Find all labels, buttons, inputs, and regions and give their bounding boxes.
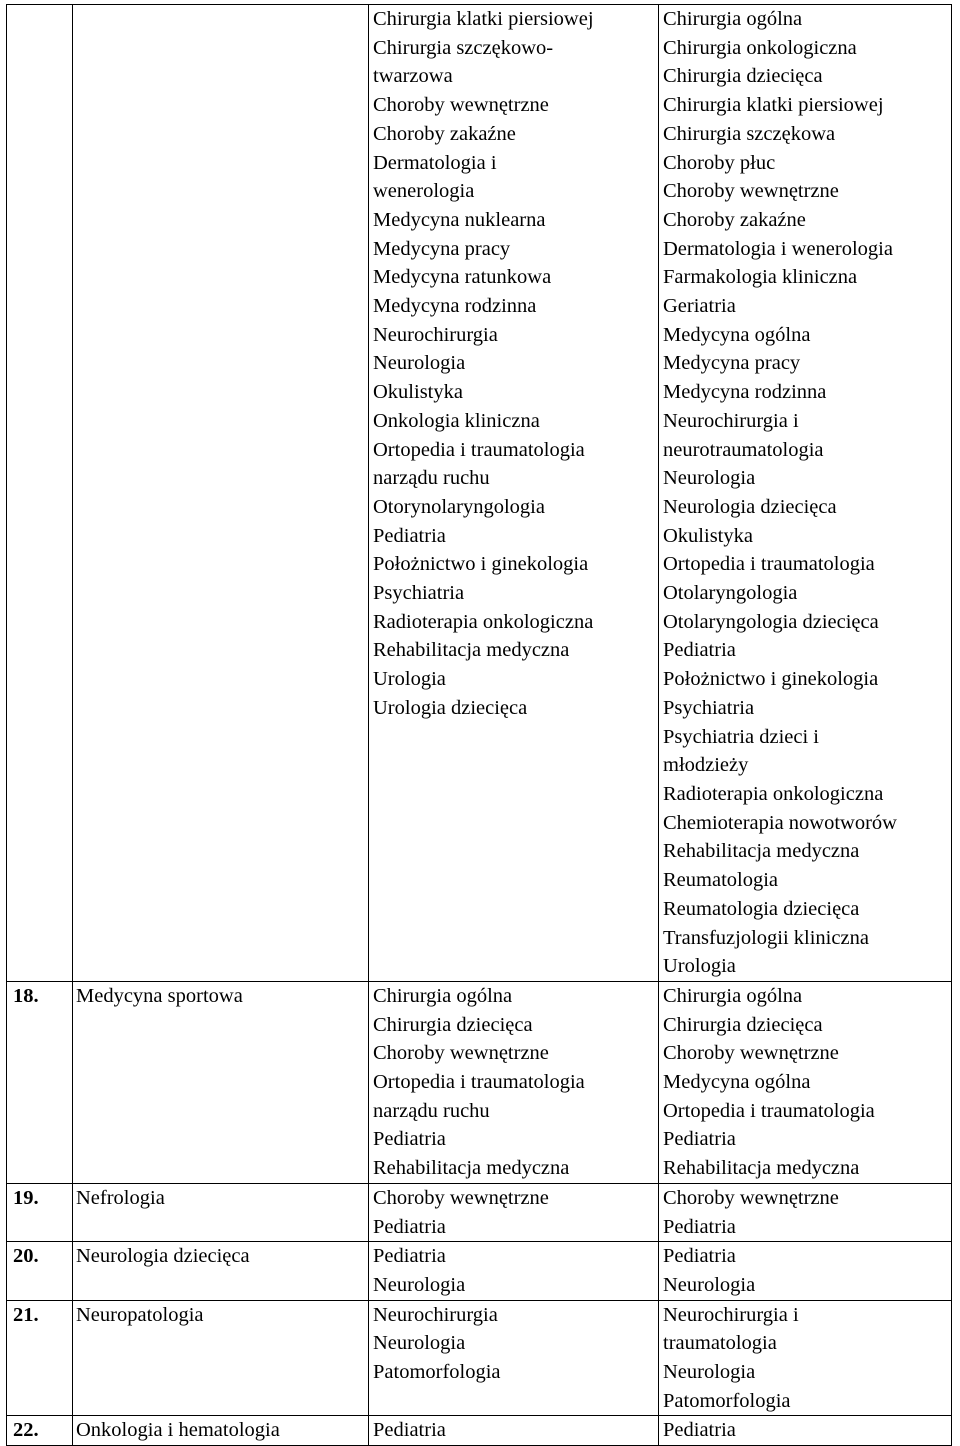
specialization-item: Chirurgia ogólna [663,984,803,1007]
specialization-item: Otorynolaryngologia [373,495,545,518]
specialization-item: Dermatologia i wenerologia [663,237,893,260]
specialization-item: Radioterapia onkologiczna [373,610,594,633]
specialization-item: Neurologia [663,467,756,490]
specialization-item: Okulistyka [373,381,463,404]
required-specializations-cell [369,1183,659,1241]
specialization-name: Onkologia i hematologia [73,1416,369,1446]
specialization-item: Dermatologia i [373,151,497,174]
specialization-item: Choroby wewnętrzne [373,1042,549,1065]
specialization-name: Nefrologia [73,1183,369,1241]
specialization-item: Pediatria [663,1419,736,1442]
table-row [7,1416,952,1446]
recognized-specializations-cell [659,1416,952,1446]
table-row [7,1183,952,1241]
specialization-item: Neurochirurgia [373,1303,498,1326]
recognized-specializations-cell [659,5,952,982]
specialization-item: Psychiatria [373,582,465,605]
specialization-item: Choroby płuc [663,151,776,174]
specialization-item: Neurologia [373,1273,466,1296]
required-specializations-cell [369,981,659,1183]
row-number [7,5,73,982]
specialization-item: Położnictwo i ginekologia [373,553,589,576]
row-number: 22. [7,1416,73,1446]
specialization-item: Patomorfologia [663,1389,791,1412]
specialization-item: Rehabilitacja medyczna [663,840,860,863]
specialization-item: Medycyna rodzinna [373,295,537,318]
specialization-item: Chemioterapia nowotworów [663,811,897,834]
row-number: 19. [7,1183,73,1241]
specialization-item: Chirurgia ogólna [373,984,513,1007]
specialization-item: Neurologia [373,352,466,375]
specialization-item: Chirurgia ogólna [663,8,803,30]
specialization-item: Chirurgia dziecięca [663,65,823,88]
specialization-item: twarzowa [373,65,453,88]
specialization-item: Neurologia [663,1273,756,1296]
specialization-item: Psychiatria dzieci i [663,725,819,748]
specialization-item: Rehabilitacja medyczna [373,639,570,662]
specialization-item: Onkologia kliniczna [373,409,540,432]
specialization-item: Medycyna rodzinna [663,381,827,404]
specialization-item: Pediatria [663,639,736,662]
specialization-item: Chirurgia klatki piersiowej [373,8,594,30]
table-row [7,1242,952,1300]
specialization-item: Otolaryngologia [663,582,798,605]
specialization-item: Pediatria [663,1128,736,1151]
specialization-item: Reumatologia [663,869,779,892]
specialization-item: Choroby wewnętrzne [663,180,839,203]
specialization-item: Chirurgia dziecięca [663,1013,823,1036]
required-specializations-cell [369,5,659,982]
specialization-item: Neurochirurgia i [663,1303,799,1326]
specialization-item: Pediatria [373,1245,446,1268]
specialization-item: Neurologia [373,1332,466,1355]
table-row [7,1300,952,1416]
specialization-item: Urologia [373,668,446,691]
recognized-specializations-cell [659,1300,952,1416]
specialization-item: Neurochirurgia [373,323,498,346]
specialization-item: Chirurgia dziecięca [373,1013,533,1036]
specialization-item: Medycyna ratunkowa [373,266,552,289]
specialization-name [73,5,369,982]
specialization-item: Psychiatria [663,696,755,719]
specialization-name: Neuropatologia [73,1300,369,1416]
required-specializations-cell [369,1416,659,1446]
specialization-item: Ortopedia i traumatologia [663,553,875,576]
specialization-name: Neurologia dziecięca [73,1242,369,1300]
specialization-item: Rehabilitacja medyczna [373,1157,570,1180]
specialization-item: Radioterapia onkologiczna [663,782,884,805]
specialization-item: Choroby zakaźne [373,122,516,145]
specialization-item: Pediatria [373,1128,446,1151]
specialization-item: Geriatria [663,295,736,318]
specialization-item: młodzieży [663,754,749,777]
specialization-item: Choroby zakaźne [663,208,806,231]
specialization-item: Medycyna ogólna [663,1071,811,1094]
specialization-item: Ortopedia i traumatologia [373,438,585,461]
specialization-item: Neurochirurgia i [663,409,799,432]
specialization-item: Chirurgia klatki piersiowej [663,94,884,117]
specialization-item: Medycyna pracy [373,237,511,260]
row-number: 20. [7,1242,73,1300]
specialization-item: Farmakologia kliniczna [663,266,858,289]
specialization-item: Otolaryngologia dziecięca [663,610,879,633]
table-row [7,5,952,982]
specialization-item: Medycyna ogólna [663,323,811,346]
row-number: 18. [7,981,73,1183]
specialization-item: Medycyna pracy [663,352,801,375]
specialization-item: Chirurgia onkologiczna [663,36,857,59]
specializations-table [6,4,952,1446]
row-number: 21. [7,1300,73,1416]
specialization-item: Transfuzjologii kliniczna [663,926,869,949]
specialization-item: Pediatria [663,1245,736,1268]
specialization-item: Ortopedia i traumatologia [663,1099,875,1122]
specialization-name: Medycyna sportowa [73,981,369,1183]
specialization-item: Rehabilitacja medyczna [663,1157,860,1180]
specialization-item: wenerologia [373,180,475,203]
specialization-item: Urologia dziecięca [373,696,528,719]
recognized-specializations-cell [659,1242,952,1300]
specialization-item: neurotraumatologia [663,438,824,461]
required-specializations-cell [369,1242,659,1300]
specialization-item: Patomorfologia [373,1361,501,1384]
specialization-item: narządu ruchu [373,467,490,490]
specialization-item: Pediatria [373,1215,446,1238]
specialization-item: Pediatria [663,1215,736,1238]
specialization-item: Choroby wewnętrzne [373,94,549,117]
table-row [7,981,952,1183]
specialization-item: Choroby wewnętrzne [663,1042,839,1065]
specialization-item: Chirurgia szczękowo- [373,36,554,59]
specialization-item: Medycyna nuklearna [373,208,546,231]
specialization-item: Ortopedia i traumatologia [373,1071,585,1094]
specialization-item: Okulistyka [663,524,753,547]
specialization-item: Choroby wewnętrzne [663,1186,839,1209]
recognized-specializations-cell [659,981,952,1183]
specialization-item: Neurologia [663,1361,756,1384]
required-specializations-cell [369,1300,659,1416]
specialization-item: Choroby wewnętrzne [373,1186,549,1209]
specialization-item: Pediatria [373,1419,446,1442]
table-body [7,5,952,1446]
specialization-item: Pediatria [373,524,446,547]
recognized-specializations-cell [659,1183,952,1241]
specialization-item: narządu ruchu [373,1099,490,1122]
specialization-item: Reumatologia dziecięca [663,897,860,920]
specialization-item: Chirurgia szczękowa [663,122,836,145]
specialization-item: Neurologia dziecięca [663,495,837,518]
specialization-item: traumatologia [663,1332,777,1355]
specialization-item: Urologia [663,955,736,978]
specialization-item: Położnictwo i ginekologia [663,668,879,691]
